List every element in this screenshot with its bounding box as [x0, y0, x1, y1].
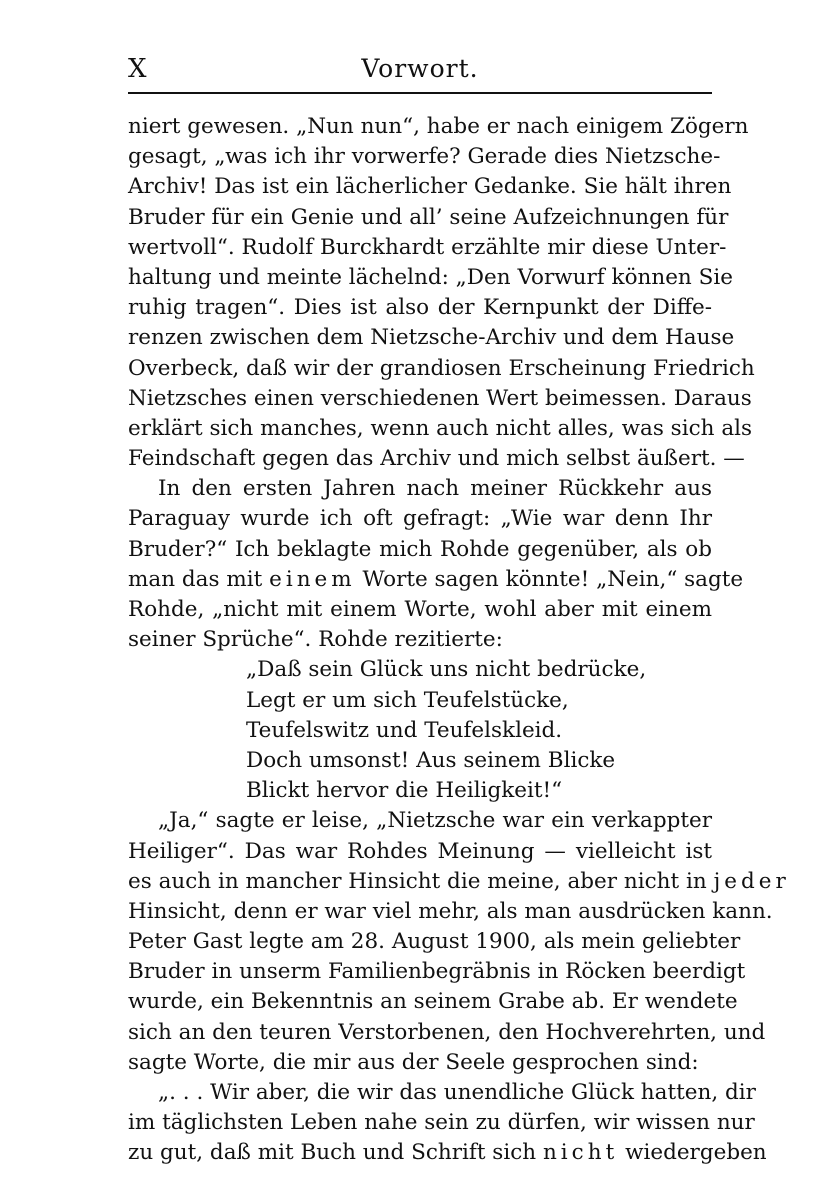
body-text [128, 112, 790, 1169]
text-line: Peter Gast legte am 28. August 1900, als mein geliebter [128, 929, 741, 955]
text-line: Bruder in unserm Familienbegräbnis in Röcken beerdigt [128, 959, 746, 985]
text-segment: man das mit [128, 566, 263, 592]
verse-line: „Daß sein Glück uns nicht bedrücke, [246, 657, 647, 683]
text-line: erklärt sich manches, wenn auch nicht alles, was sich als [128, 415, 753, 441]
text-segment: wiedergeben [625, 1140, 767, 1166]
text-line-with-emphasis [128, 867, 790, 897]
text-line: wertvoll“. Rudolf Burckhardt erzählte mir diese Unter- [128, 234, 727, 260]
text-line: sich an den teuren Verstorbenen, den Hochverehrten, und [128, 1019, 766, 1045]
verse-line: Teufelswitz und Teufelskleid. [246, 717, 563, 743]
verse-line: Legt er um sich Teufelstücke, [246, 687, 569, 713]
text-line: gesagt, „was ich ihr vorwerfe? Gerade dies Nietzsche- [128, 144, 721, 170]
text-line: Bruder für ein Genie und all’ seine Aufzeichnungen für [128, 204, 729, 230]
text-line-with-emphasis [128, 1138, 767, 1168]
text-line: Rohde, „nicht mit einem Worte, wohl aber mit einem [128, 597, 712, 622]
text-line: Feindschaft gegen das Archiv und mich selbst äußert. — [128, 446, 745, 472]
text-line-with-emphasis [128, 565, 744, 595]
verse-line: Doch umsonst! Aus seinem Blicke [246, 747, 616, 773]
text-line: Hinsicht, denn er war viel mehr, als man ausdrücken kann. [128, 898, 773, 924]
paragraph-start-line: „Ja,“ sagte er leise, „Nietzsche war ein verkappter [158, 808, 712, 834]
text-line: Bruder?“ Ich beklagte mich Rohde gegenüber, als ob [128, 536, 712, 562]
text-line: seiner Sprüche“. Rohde rezitierte: [128, 627, 503, 653]
text-line: haltung und meinte lächelnd: „Den Vorwurf können Sie [128, 264, 733, 290]
text-line: Nietzsches einen verschiedenen Wert beimessen. Daraus [128, 385, 752, 411]
page-header [128, 52, 712, 94]
text-line: Overbeck, daß wir der grandiosen Erscheinung Friedrich [128, 355, 755, 381]
text-line: im täglichsten Leben nahe sein zu dürfen, wir wissen nur [128, 1110, 755, 1136]
text-line: ruhig tragen“. Dies ist also der Kernpunkt der Diffe- [128, 295, 712, 321]
text-line: niert gewesen. „Nun nun“, habe er nach einigem Zögern [128, 114, 749, 139]
text-line: sagte Worte, die mir aus der Seele gesprochen sind: [128, 1049, 699, 1075]
verse-line: Blickt hervor die Heiligkeit!“ [246, 778, 563, 804]
spaced-emphasis-word: jeder [713, 868, 790, 894]
spaced-emphasis-word: einem [269, 566, 356, 592]
running-title: Vorwort. [361, 54, 479, 83]
text-line: renzen zwischen dem Nietzsche-Archiv und dem Hause [128, 325, 735, 351]
text-line: Archiv! Das ist ein lächerlicher Gedanke. Sie hält ihren [128, 174, 732, 200]
paragraph-start-line: „. . . Wir aber, die wir das unendliche Glück hatten, dir [158, 1080, 756, 1105]
paragraph-start-line: In den ersten Jahren nach meiner Rückkehr aus [158, 476, 712, 502]
page-number: X [128, 54, 148, 84]
text-line: wurde, ein Bekenntnis an seinem Grabe ab. Er wendete [128, 989, 738, 1015]
text-segment: Worte sagen könnte! „Nein,“ sagte [362, 566, 744, 592]
spaced-emphasis-word: nicht [542, 1140, 619, 1166]
text-line: Heiliger“. Das war Rohdes Meinung — vielleicht ist [128, 838, 712, 864]
text-segment: es auch in mancher Hinsicht die meine, aber nicht in [128, 868, 707, 894]
text-segment: zu gut, daß mit Buch und Schrift sich [128, 1140, 537, 1166]
text-line: Paraguay wurde ich oft gefragt: „Wie war denn Ihr [128, 506, 712, 532]
